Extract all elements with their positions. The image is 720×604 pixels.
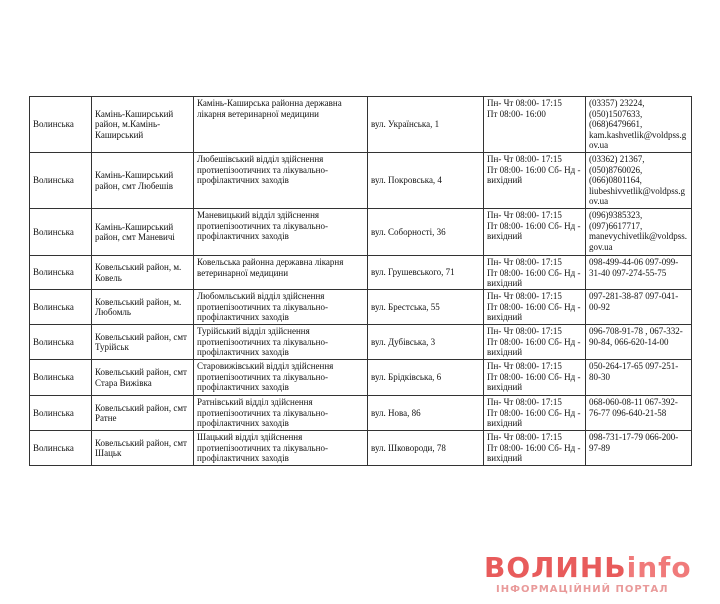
region-cell: Волинська: [30, 97, 92, 153]
organization-cell: Маневицький відділ здійснення протиепізоотичних та лікувально-профілактичних заходів: [194, 209, 368, 256]
table-row: [30, 360, 692, 396]
schedule-cell: Пн- Чт 08:00- 17:15 Пт 08:00- 16:00 Сб- Нд - вихідний: [484, 325, 586, 360]
vet-clinics-table: [29, 96, 692, 466]
region-cell: Волинська: [30, 209, 92, 256]
address-cell: вул. Українська, 1: [368, 97, 484, 153]
contacts-cell: (03357) 23224, (050)1507633, (068)6479661, kam.kashvetlik@voldpss.g ov.ua: [586, 97, 692, 153]
region-cell: Волинська: [30, 153, 92, 209]
schedule-cell: Пн- Чт 08:00- 17:15 Пт 08:00- 16:00 Сб- Нд - вихідний: [484, 153, 586, 209]
schedule-cell: Пн- Чт 08:00- 17:15 Пт 08:00- 16:00 Сб- Нд - вихідний: [484, 209, 586, 256]
organization-cell: Ратнівський відділ здійснення протиепізоотичних та лікувально-профілактичних заходів: [194, 396, 368, 431]
region-cell: Волинська: [30, 396, 92, 431]
district-cell: Ковельський район, смт Шацьк: [92, 431, 194, 466]
contacts-cell: 098-499-44-06 097-099- 31-40 097-274-55-75: [586, 256, 692, 290]
table-row: [30, 396, 692, 431]
contacts-cell: (096)9385323, (097)6617717, manevychivetlik@voldpss. gov.ua: [586, 209, 692, 256]
contacts-cell: 068-060-08-11 067-392- 76-77 096-640-21-58: [586, 396, 692, 431]
table-row: [30, 325, 692, 360]
watermark-subtitle: ІНФОРМАЦІЙНИЙ ПОРТАЛ: [496, 584, 669, 595]
address-cell: вул. Нова, 86: [368, 396, 484, 431]
schedule-cell: Пн- Чт 08:00- 17:15 Пт 08:00- 16:00 Сб- Нд - вихідний: [484, 360, 586, 396]
district-cell: Камінь-Каширський район, смт Любешів: [92, 153, 194, 209]
schedule-cell: Пн- Чт 08:00- 17:15 Пт 08:00- 16:00 Сб- Нд - вихідний: [484, 256, 586, 290]
district-cell: Ковельський район, м. Ковель: [92, 256, 194, 290]
table-row: [30, 290, 692, 325]
organization-cell: Ковельська районна державна лікарня ветеринарної медицини: [194, 256, 368, 290]
organization-cell: Любешівський відділ здійснення протиепізоотичних та лікувально-профілактичних заходів: [194, 153, 368, 209]
organization-cell: Камінь-Каширська районна державна лікарня ветеринарної медицини: [194, 97, 368, 153]
schedule-cell: Пн- Чт 08:00- 17:15 Пт 08:00- 16:00: [484, 97, 586, 153]
contacts-cell: 050-264-17-65 097-251- 80-30: [586, 360, 692, 396]
district-cell: Ковельський район, м. Любомль: [92, 290, 194, 325]
organization-cell: Любомльський відділ здійснення протиепізоотичних та лікувально-профілактичних заходів: [194, 290, 368, 325]
site-watermark-logo: [484, 553, 716, 601]
table-row: [30, 153, 692, 209]
district-cell: Ковельський район, смт Ратне: [92, 396, 194, 431]
address-cell: вул. Соборності, 36: [368, 209, 484, 256]
address-cell: вул. Покровська, 4: [368, 153, 484, 209]
table-row: [30, 256, 692, 290]
organization-cell: Турійський відділ здійснення протиепізоотичних та лікувально-профілактичних заходів: [194, 325, 368, 360]
contacts-cell: (03362) 21367, (050)8760026, (066)0801164, liubeshivvetlik@voldpss.g ov.ua: [586, 153, 692, 209]
region-cell: Волинська: [30, 290, 92, 325]
table-row: [30, 431, 692, 466]
watermark-brand: ВОЛИНЬ: [484, 551, 627, 584]
schedule-cell: Пн- Чт 08:00- 17:15 Пт 08:00- 16:00 Сб- Нд - вихідний: [484, 396, 586, 431]
organization-cell: Старовижівський відділ здійснення протиепізоотичних та лікувально-профілактичних заходів: [194, 360, 368, 396]
address-cell: вул. Брідківська, 6: [368, 360, 484, 396]
schedule-cell: Пн- Чт 08:00- 17:15 Пт 08:00- 16:00 Сб- Нд - вихідний: [484, 431, 586, 466]
region-cell: Волинська: [30, 431, 92, 466]
contacts-cell: 098-731-17-79 066-200- 97-89: [586, 431, 692, 466]
schedule-cell: Пн- Чт 08:00- 17:15 Пт 08:00- 16:00 Сб- Нд - вихідний: [484, 290, 586, 325]
region-cell: Волинська: [30, 360, 92, 396]
address-cell: вул. Шковороди, 78: [368, 431, 484, 466]
table-row: [30, 97, 692, 153]
district-cell: Ковельський район, смт Турійськ: [92, 325, 194, 360]
watermark-title: [484, 553, 692, 583]
address-cell: вул. Грушевського, 71: [368, 256, 484, 290]
contacts-cell: 096-708-91-78 , 067-332- 90-84, 066-620-14-00: [586, 325, 692, 360]
organization-cell: Шацький відділ здійснення протиепізоотичних та лікувально-профілактичних заходів: [194, 431, 368, 466]
region-cell: Волинська: [30, 256, 92, 290]
address-cell: вул. Дубівська, 3: [368, 325, 484, 360]
district-cell: Камінь-Каширський район, смт Маневичі: [92, 209, 194, 256]
table-row: [30, 209, 692, 256]
watermark-suffix: info: [626, 551, 692, 584]
district-cell: Камінь-Каширський район, м.Камінь-Каширський: [92, 97, 194, 153]
region-cell: Волинська: [30, 325, 92, 360]
contacts-cell: 097-281-38-87 097-041- 00-92: [586, 290, 692, 325]
district-cell: Ковельський район, смт Стара Вижівка: [92, 360, 194, 396]
address-cell: вул. Брестська, 55: [368, 290, 484, 325]
